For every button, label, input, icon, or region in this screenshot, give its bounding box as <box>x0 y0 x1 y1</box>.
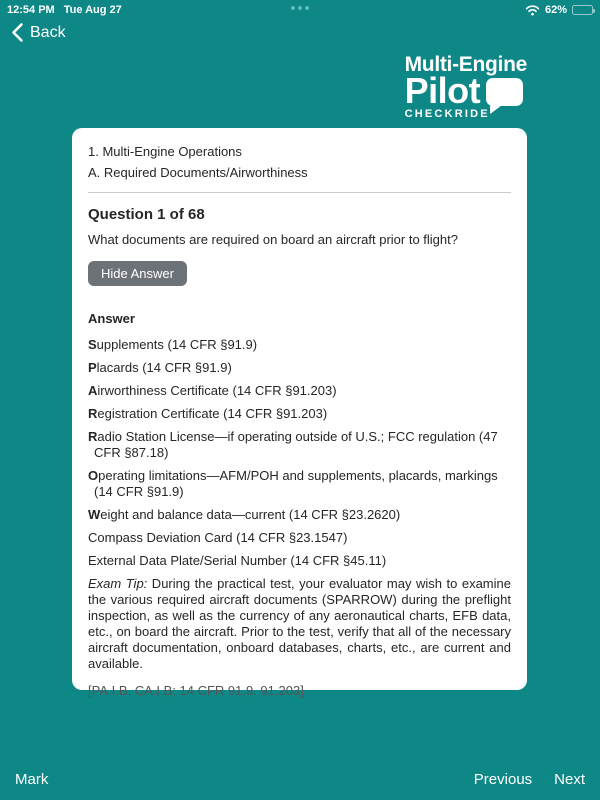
previous-button[interactable]: Previous <box>473 770 533 788</box>
bottom-bar <box>0 758 600 800</box>
multitask-dots-icon[interactable] <box>291 6 309 10</box>
back-label: Back <box>30 23 66 41</box>
answer-item-lead: R <box>88 406 98 421</box>
answer-item-text: adio Station License—if operating outside of U.S.; FCC regulation (47 CFR §87.18) <box>94 429 498 460</box>
answer-item-text: eight and balance data—current (14 CFR §23.2620) <box>100 507 401 522</box>
answer-item <box>88 406 511 422</box>
answer-item-text: irworthiness Certificate (14 CFR §91.203) <box>97 383 337 398</box>
logo-line1: Multi-Engine <box>404 53 527 76</box>
answer-item-text: lacards (14 CFR §91.9) <box>96 360 232 375</box>
answer-header: Answer <box>88 311 135 326</box>
question-text: What documents are required on board an aircraft prior to flight? <box>88 232 458 247</box>
answer-item-text: perating limitations—AFM/POH and supplements, placards, markings (14 CFR §91.9) <box>94 468 498 499</box>
app-logo <box>405 54 527 120</box>
answer-item <box>88 553 511 569</box>
mark-button[interactable]: Mark <box>15 770 49 788</box>
answer-item-lead: A <box>88 383 98 398</box>
section-title: A. Required Documents/Airworthiness <box>88 165 308 180</box>
answer-item-lead: O <box>88 468 99 483</box>
battery-percent: 62% <box>544 4 567 16</box>
answer-item <box>88 337 511 353</box>
answer-item <box>88 383 511 399</box>
answer-item <box>88 468 511 500</box>
answer-item-lead: S <box>88 337 97 352</box>
answer-item-lead: R <box>88 429 98 444</box>
back-chevron-icon <box>12 23 23 42</box>
logo-line2: Pilot <box>404 70 481 111</box>
answer-item-text: upplements (14 CFR §91.9) <box>96 337 258 352</box>
answer-item <box>88 360 511 376</box>
answer-item-lead: W <box>88 507 101 522</box>
battery-icon <box>572 5 593 15</box>
status-time: 12:54 PM <box>7 4 55 16</box>
answer-item-text: egistration Certificate (14 CFR §91.203) <box>97 406 328 421</box>
wifi-icon <box>525 5 540 16</box>
answer-item-text: Compass Deviation Card (14 CFR §23.1547) <box>88 530 348 545</box>
hide-answer-button[interactable]: Hide Answer <box>88 261 187 286</box>
answer-item <box>88 429 511 461</box>
next-button[interactable]: Next <box>554 770 585 788</box>
back-button[interactable] <box>12 23 66 42</box>
divider <box>88 192 511 193</box>
answer-list <box>88 337 511 569</box>
answer-item <box>88 507 511 523</box>
question-card <box>72 128 527 698</box>
exam-tip-text: During the practical test, your evaluator may wish to examine the various required aircraft documents (SPARROW) during the preflight inspection, as well as the currency of any aeronautical charts, EFB data, etc., on board the aircraft. Prior to the test, verify that all of the necessary aircraft documentation, onboard databases, charts, etc., are current and available. <box>88 576 511 671</box>
exam-tip <box>88 576 511 672</box>
exam-tip-label: Exam Tip: <box>88 576 148 591</box>
status-date: Tue Aug 27 <box>63 4 122 16</box>
answer-item-text: External Data Plate/Serial Number (14 CFR §45.11) <box>88 553 387 568</box>
status-bar <box>0 0 600 20</box>
citation: [PA.I.B, CA.I.B; 14 CFR 91.9, 91.203] <box>88 683 304 698</box>
speech-bubble-icon <box>486 78 523 106</box>
chapter-title: 1. Multi-Engine Operations <box>88 144 242 159</box>
answer-item <box>88 530 511 546</box>
question-header: Question 1 of 68 <box>88 206 205 223</box>
logo-line3: CHECKRIDE <box>404 108 490 120</box>
answer-item-lead: P <box>88 360 97 375</box>
